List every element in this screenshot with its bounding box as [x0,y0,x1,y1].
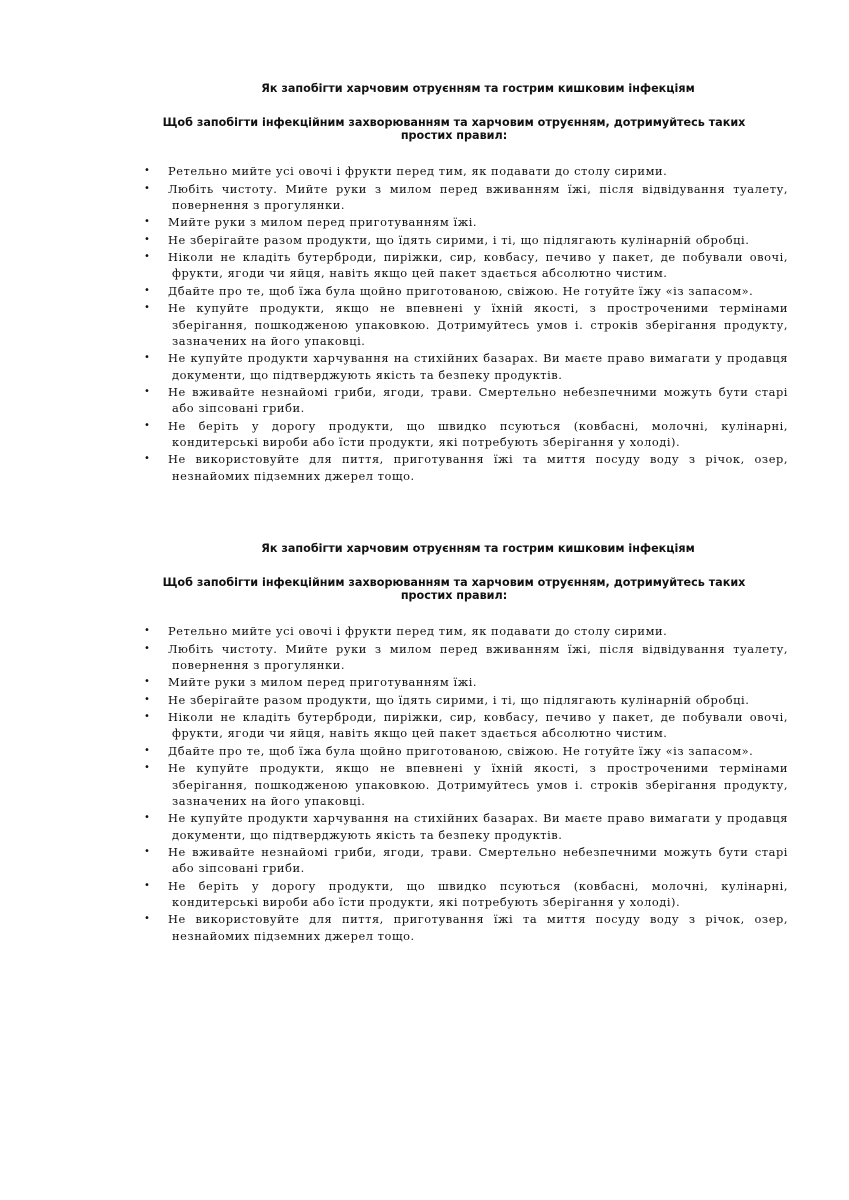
bullet-icon: • [144,762,151,774]
bullet-icon: • [144,216,151,228]
list-item-text: Не купуйте продукти, якщо не впевнені у їхній якості, з простроченими термінами зберігання, пошкодженою упаковкою. Дотримуйтесь умов і. строків зберігання продукту, зазначених на його упаковці. [168,301,788,348]
list-item [140,623,788,639]
list-item [140,674,788,690]
bullet-icon: • [144,233,151,245]
list-item [140,214,788,230]
section-subtitle: Щоб запобігти інфекційним захворюванням та харчовим отруєнням, дотримуйтесь таких простих правил: [162,576,746,602]
bullet-icon: • [144,284,151,296]
rules-list [140,623,788,944]
bullet-icon: • [144,879,151,891]
list-item-text: Не зберігайте разом продукти, що їдять сирими, і ті, що підлягають кулінарній обробці. [168,692,750,707]
bullet-icon: • [144,711,151,723]
list-item [140,709,788,741]
section-title: Як запобігти харчовим отруєнням та гострим кишковим інфекціям [261,82,695,95]
list-item [140,350,788,382]
list-item-text: Мийте руки з милом перед приготуванням їжі. [168,215,478,230]
bullet-icon: • [144,251,151,263]
list-item [140,181,788,213]
bullet-icon: • [144,676,151,688]
list-item [140,418,788,450]
notice-section-2 [140,541,788,945]
bullet-icon: • [144,302,151,314]
bullet-icon: • [144,453,151,465]
list-item [140,451,788,483]
list-item-text: Не купуйте продукти, якщо не впевнені у їхній якості, з простроченими термінами зберігання, пошкодженою упаковкою. Дотримуйтесь умов і. строків зберігання продукту, зазначених на його упаковці. [168,761,788,808]
bullet-icon: • [144,165,151,176]
list-item-text: Не вживайте незнайомі гриби, ягоди, трави. Смертельно небезпечними можуть бути старі або зіпсовані гриби. [168,845,788,876]
bullet-icon: • [144,913,151,925]
section-title: Як запобігти харчовим отруєнням та гострим кишковим інфекціям [261,542,695,555]
list-item-text: Любіть чистоту. Мийте руки з милом перед вживанням їжі, після відвідування туалету, повернення з прогулянки. [168,181,788,212]
list-item-text: Не беріть у дорогу продукти, що швидко псуються (ковбасні, молочні, кулінарні, кондитерські вироби або їсти продукти, які потребують зберігання у холоді). [168,418,788,449]
section-subtitle: Щоб запобігти інфекційним захворюванням та харчовим отруєнням, дотримуйтесь таких простих правил: [162,116,746,142]
bullet-icon: • [144,352,151,364]
list-item-text: Ретельно мийте усі овочі і фрукти перед тим, як подавати до столу сирими. [168,624,668,638]
bullet-icon: • [144,744,151,756]
list-item [140,249,788,281]
bullet-icon: • [144,419,151,431]
bullet-icon: • [144,182,151,194]
list-item [140,641,788,673]
bullet-icon: • [144,625,151,636]
bullet-icon: • [144,386,151,398]
list-item-text: Не беріть у дорогу продукти, що швидко псуються (ковбасні, молочні, кулінарні, кондитерські вироби або їсти продукти, які потребують зберігання у холоді). [168,878,788,909]
bullet-icon: • [144,812,151,824]
list-item [140,760,788,809]
list-item-text: Дбайте про те, щоб їжа була щойно приготованою, свіжою. Не готуйте їжу «із запасом». [168,743,754,758]
bullet-icon: • [144,693,151,705]
list-item [140,911,788,943]
bullet-icon: • [144,846,151,858]
list-item [140,163,788,179]
list-item [140,283,788,299]
list-item [140,384,788,416]
list-item [140,300,788,349]
list-item [140,844,788,876]
list-item [140,743,788,759]
list-item-text: Не використовуйте для пиття, приготування їжі та миття посуду воду з річок, озер, незнайомих підземних джерел тощо. [168,912,788,943]
list-item-text: Не зберігайте разом продукти, що їдять сирими, і ті, що підлягають кулінарній обробці. [168,232,750,247]
list-item-text: Не купуйте продукти харчування на стихійних базарах. Ви маєте право вимагати у продавця документи, що підтверджують якість та безпеку продуктів. [168,351,788,382]
list-item [140,810,788,842]
list-item-text: Мийте руки з милом перед приготуванням їжі. [168,675,478,690]
rules-list [140,163,788,484]
list-item-text: Любіть чистоту. Мийте руки з милом перед вживанням їжі, після відвідування туалету, повернення з прогулянки. [168,641,788,672]
list-item [140,232,788,248]
list-item-text: Не вживайте незнайомі гриби, ягоди, трави. Смертельно небезпечними можуть бути старі або зіпсовані гриби. [168,385,788,416]
list-item-text: Ретельно мийте усі овочі і фрукти перед тим, як подавати до столу сирими. [168,164,668,178]
list-item [140,692,788,708]
list-item-text: Не використовуйте для пиття, приготування їжі та миття посуду воду з річок, озер, незнайомих підземних джерел тощо. [168,452,788,483]
list-item-text: Ніколи не кладіть бутерброди, пиріжки, сир, ковбасу, печиво у пакет, де побували овочі, фрукти, ягоди чи яйця, навіть якщо цей пакет здається абсолютно чистим. [168,250,788,281]
bullet-icon: • [144,642,151,654]
list-item-text: Не купуйте продукти харчування на стихійних базарах. Ви маєте право вимагати у продавця документи, що підтверджують якість та безпеку продуктів. [168,811,788,842]
list-item-text: Ніколи не кладіть бутерброди, пиріжки, сир, ковбасу, печиво у пакет, де побували овочі, фрукти, ягоди чи яйця, навіть якщо цей пакет здається абсолютно чистим. [168,710,788,741]
list-item [140,878,788,910]
list-item-text: Дбайте про те, щоб їжа була щойно приготованою, свіжою. Не готуйте їжу «із запасом». [168,283,754,298]
notice-section-1 [140,81,788,485]
